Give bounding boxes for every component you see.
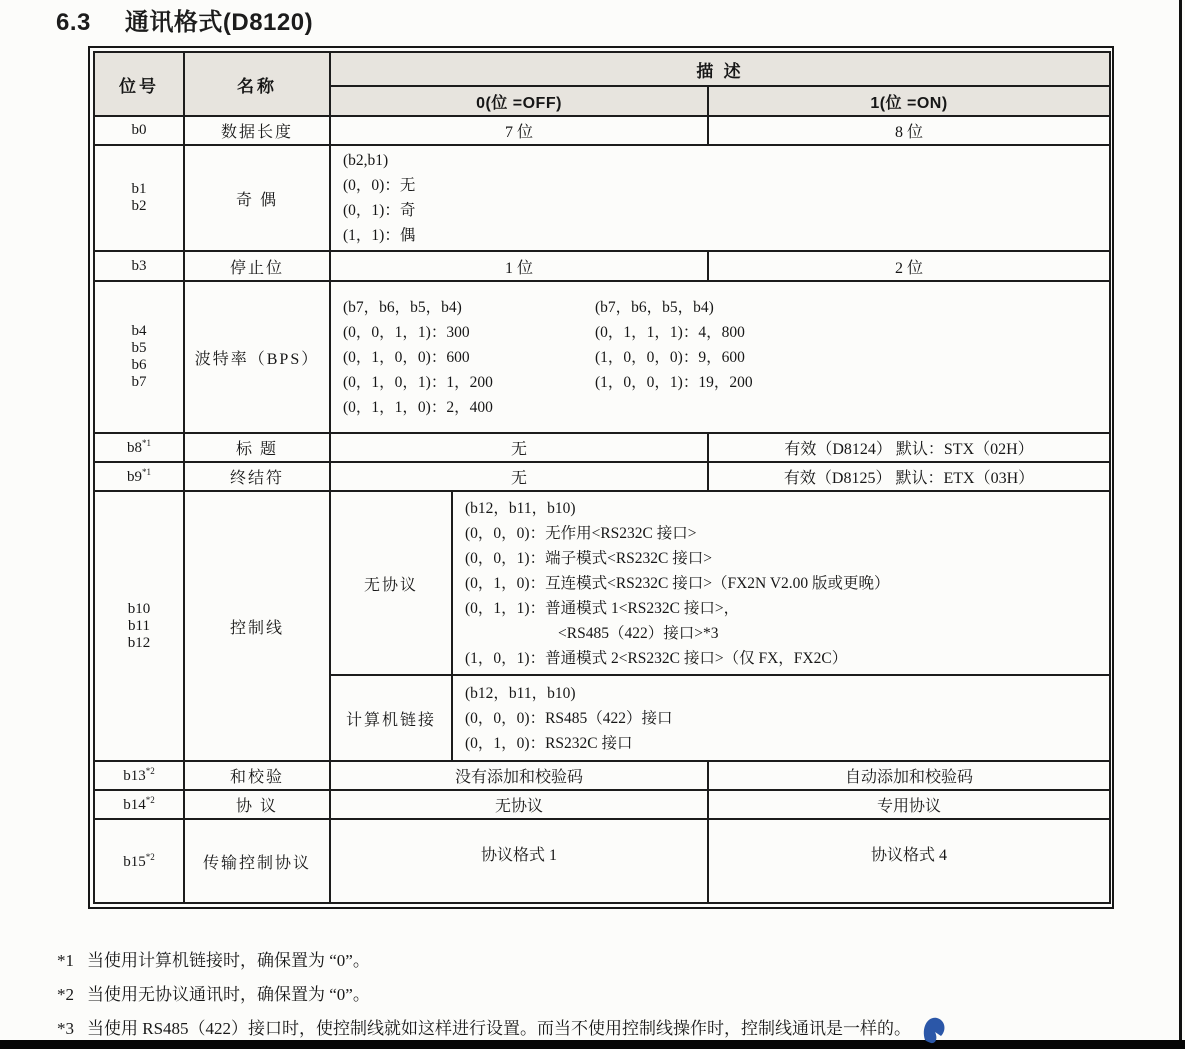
baud-left: (0，1，0，1)：1，200 (343, 373, 493, 391)
off-value: 无协议 (330, 790, 708, 819)
table-row-b4-b7 (94, 281, 1110, 433)
code-line: (b12，b11，b10) (465, 499, 576, 517)
bit-main: b15 (123, 853, 146, 870)
table-row-b10-b12-no-protocol (94, 491, 1110, 675)
footnote-marker: *1 (57, 951, 74, 970)
blue-cursor-artifact (920, 1013, 948, 1045)
row-name: 传输控制协议 (184, 819, 330, 903)
table-row-b15 (94, 819, 1110, 903)
on-value: 有效（D8125） 默认：ETX（03H） (708, 462, 1110, 491)
on-value: 2 位 (708, 251, 1110, 281)
bit-b4: b4 (131, 323, 147, 340)
code-line: (0，1)：奇 (343, 202, 416, 220)
table-row-b1-b2 (94, 145, 1110, 251)
bit-b12: b12 (127, 634, 151, 651)
off-value: 无 (330, 433, 708, 462)
code-line: (0，1，1)：普通模式 1<RS232C 接口>， (465, 599, 740, 617)
baud-left: (0，1，0，0)：600 (343, 348, 470, 366)
table-row-b13 (94, 761, 1110, 790)
bit-label (94, 491, 184, 761)
on-value: 专用协议 (708, 790, 1110, 819)
sub-row-label: 无协议 (330, 491, 452, 675)
row-name: 标 题 (184, 433, 330, 462)
table-row-b8 (94, 433, 1110, 462)
baud-right: (b7，b6，b5，b4) (595, 298, 714, 316)
table-row-b14 (94, 790, 1110, 819)
code-line (343, 295, 1103, 320)
bit-main: b9 (127, 469, 142, 486)
bit-footnote-ref: *2 (145, 851, 155, 862)
footnote-2 (57, 980, 1157, 1005)
on-value: 8 位 (708, 116, 1110, 145)
bit-main: b14 (123, 797, 146, 814)
footnote-text: 当使用 RS485（422）接口时，使控制线就如这样进行设置。而当不使用控制线操作时，控制线通讯是一样的。 (87, 1019, 912, 1038)
no-protocol-description (452, 491, 1110, 675)
code-line (343, 320, 1103, 345)
bit-label (94, 761, 184, 790)
code-line: (b2,b1) (343, 152, 389, 169)
bit-b6: b6 (131, 357, 147, 374)
parity-description (330, 145, 1110, 251)
on-value: 协议格式 4 (708, 819, 1110, 903)
code-line: (0，1，0)：RS232C 接口 (465, 734, 633, 752)
code-line: (1，1)：偶 (343, 227, 416, 245)
off-value: 无 (330, 462, 708, 491)
off-value: 1 位 (330, 251, 708, 281)
header-description: 描 述 (330, 52, 1110, 86)
footnote-1 (57, 946, 1157, 971)
row-name: 和校验 (184, 761, 330, 790)
code-line: (0，0，1)：端子模式<RS232C 接口> (465, 549, 712, 567)
baud-right: (1，0，0，0)：9，600 (595, 348, 745, 366)
code-line (343, 345, 1103, 370)
code-line (343, 370, 1103, 395)
row-name: 停止位 (184, 251, 330, 281)
header-bit-off: 0(位 =OFF) (330, 86, 708, 116)
on-value: 自动添加和校验码 (708, 761, 1110, 790)
bit-label (94, 462, 184, 491)
bit-label (94, 281, 184, 433)
row-name: 奇 偶 (184, 145, 330, 251)
off-value: 7 位 (330, 116, 708, 145)
header-bit-number: 位号 (94, 52, 184, 116)
page-title (56, 2, 313, 37)
bit-b1: b1 (131, 181, 147, 198)
table-row-b9 (94, 462, 1110, 491)
baud-left: (0，1，1，0)：2，400 (343, 399, 493, 417)
bit-b10: b10 (127, 600, 151, 617)
baud-left: (0，0，1，1)：300 (343, 323, 470, 341)
footnote-text: 当使用计算机链接时，确保置为 “0”。 (87, 951, 370, 970)
computer-link-description (452, 675, 1110, 761)
bit-footnote-ref: *2 (145, 795, 155, 806)
bit-label: b0 (94, 116, 184, 145)
row-name: 数据长度 (184, 116, 330, 145)
bit-b5: b5 (131, 340, 147, 357)
bit-label (94, 819, 184, 903)
footnote-3 (57, 1014, 1157, 1039)
communication-format-table (88, 46, 1114, 909)
header-name: 名称 (184, 52, 330, 116)
row-name: 协 议 (184, 790, 330, 819)
baud-right: (0，1，1，1)：4，800 (595, 323, 745, 341)
bit-main: b13 (123, 768, 146, 785)
bit-b2: b2 (131, 198, 147, 215)
on-value: 有效（D8124） 默认：STX（02H） (708, 433, 1110, 462)
footnotes (57, 946, 1157, 1048)
bit-b11: b11 (128, 617, 150, 634)
off-value: 协议格式 1 (330, 819, 708, 903)
table-row-b0 (94, 116, 1110, 145)
footnote-marker: *3 (57, 1019, 74, 1038)
bit-label (94, 790, 184, 819)
table-row-b3 (94, 251, 1110, 281)
section-title: 通讯格式(D8120) (124, 9, 314, 36)
code-line: (0，0)：无 (343, 177, 416, 195)
baud-rate-description (330, 281, 1110, 433)
sub-row-label: 计算机链接 (330, 675, 452, 761)
code-line: (1，0，1)：普通模式 2<RS232C 接口>（仅 FX，FX2C） (465, 650, 848, 668)
bit-label: b3 (94, 251, 184, 281)
bit-main: b8 (127, 440, 142, 457)
section-number: 6.3 (56, 9, 91, 36)
code-line: (b12，b11，b10) (465, 684, 576, 702)
bit-label (94, 433, 184, 462)
code-line (343, 395, 1103, 420)
baud-right: (1，0，0，1)：19，200 (595, 373, 753, 391)
bit-b7: b7 (131, 374, 147, 391)
bit-label (94, 145, 184, 251)
bit-footnote-ref: *1 (142, 467, 151, 478)
row-name: 控制线 (184, 491, 330, 761)
bit-footnote-ref: *1 (142, 438, 151, 449)
page-bottom-bar (0, 1040, 1185, 1049)
code-line: (0，1，0)：互连模式<RS232C 接口>（FX2N V2.00 版或更晚） (465, 574, 890, 592)
page-edge-rule (1179, 0, 1182, 1049)
footnote-marker: *2 (57, 985, 74, 1004)
header-bit-on: 1(位 =ON) (708, 86, 1110, 116)
row-name: 波特率（BPS） (184, 281, 330, 433)
code-line: <RS485（422）接口>*3 (465, 625, 719, 643)
footnote-text: 当使用无协议通讯时，确保置为 “0”。 (87, 985, 370, 1004)
row-name: 终结符 (184, 462, 330, 491)
code-line: (0，0，0)：RS485（422）接口 (465, 709, 673, 727)
bit-footnote-ref: *2 (145, 766, 155, 777)
off-value: 没有添加和校验码 (330, 761, 708, 790)
code-line: (0，0，0)：无作用<RS232C 接口> (465, 524, 697, 542)
baud-left: (b7，b6，b5，b4) (343, 298, 462, 316)
